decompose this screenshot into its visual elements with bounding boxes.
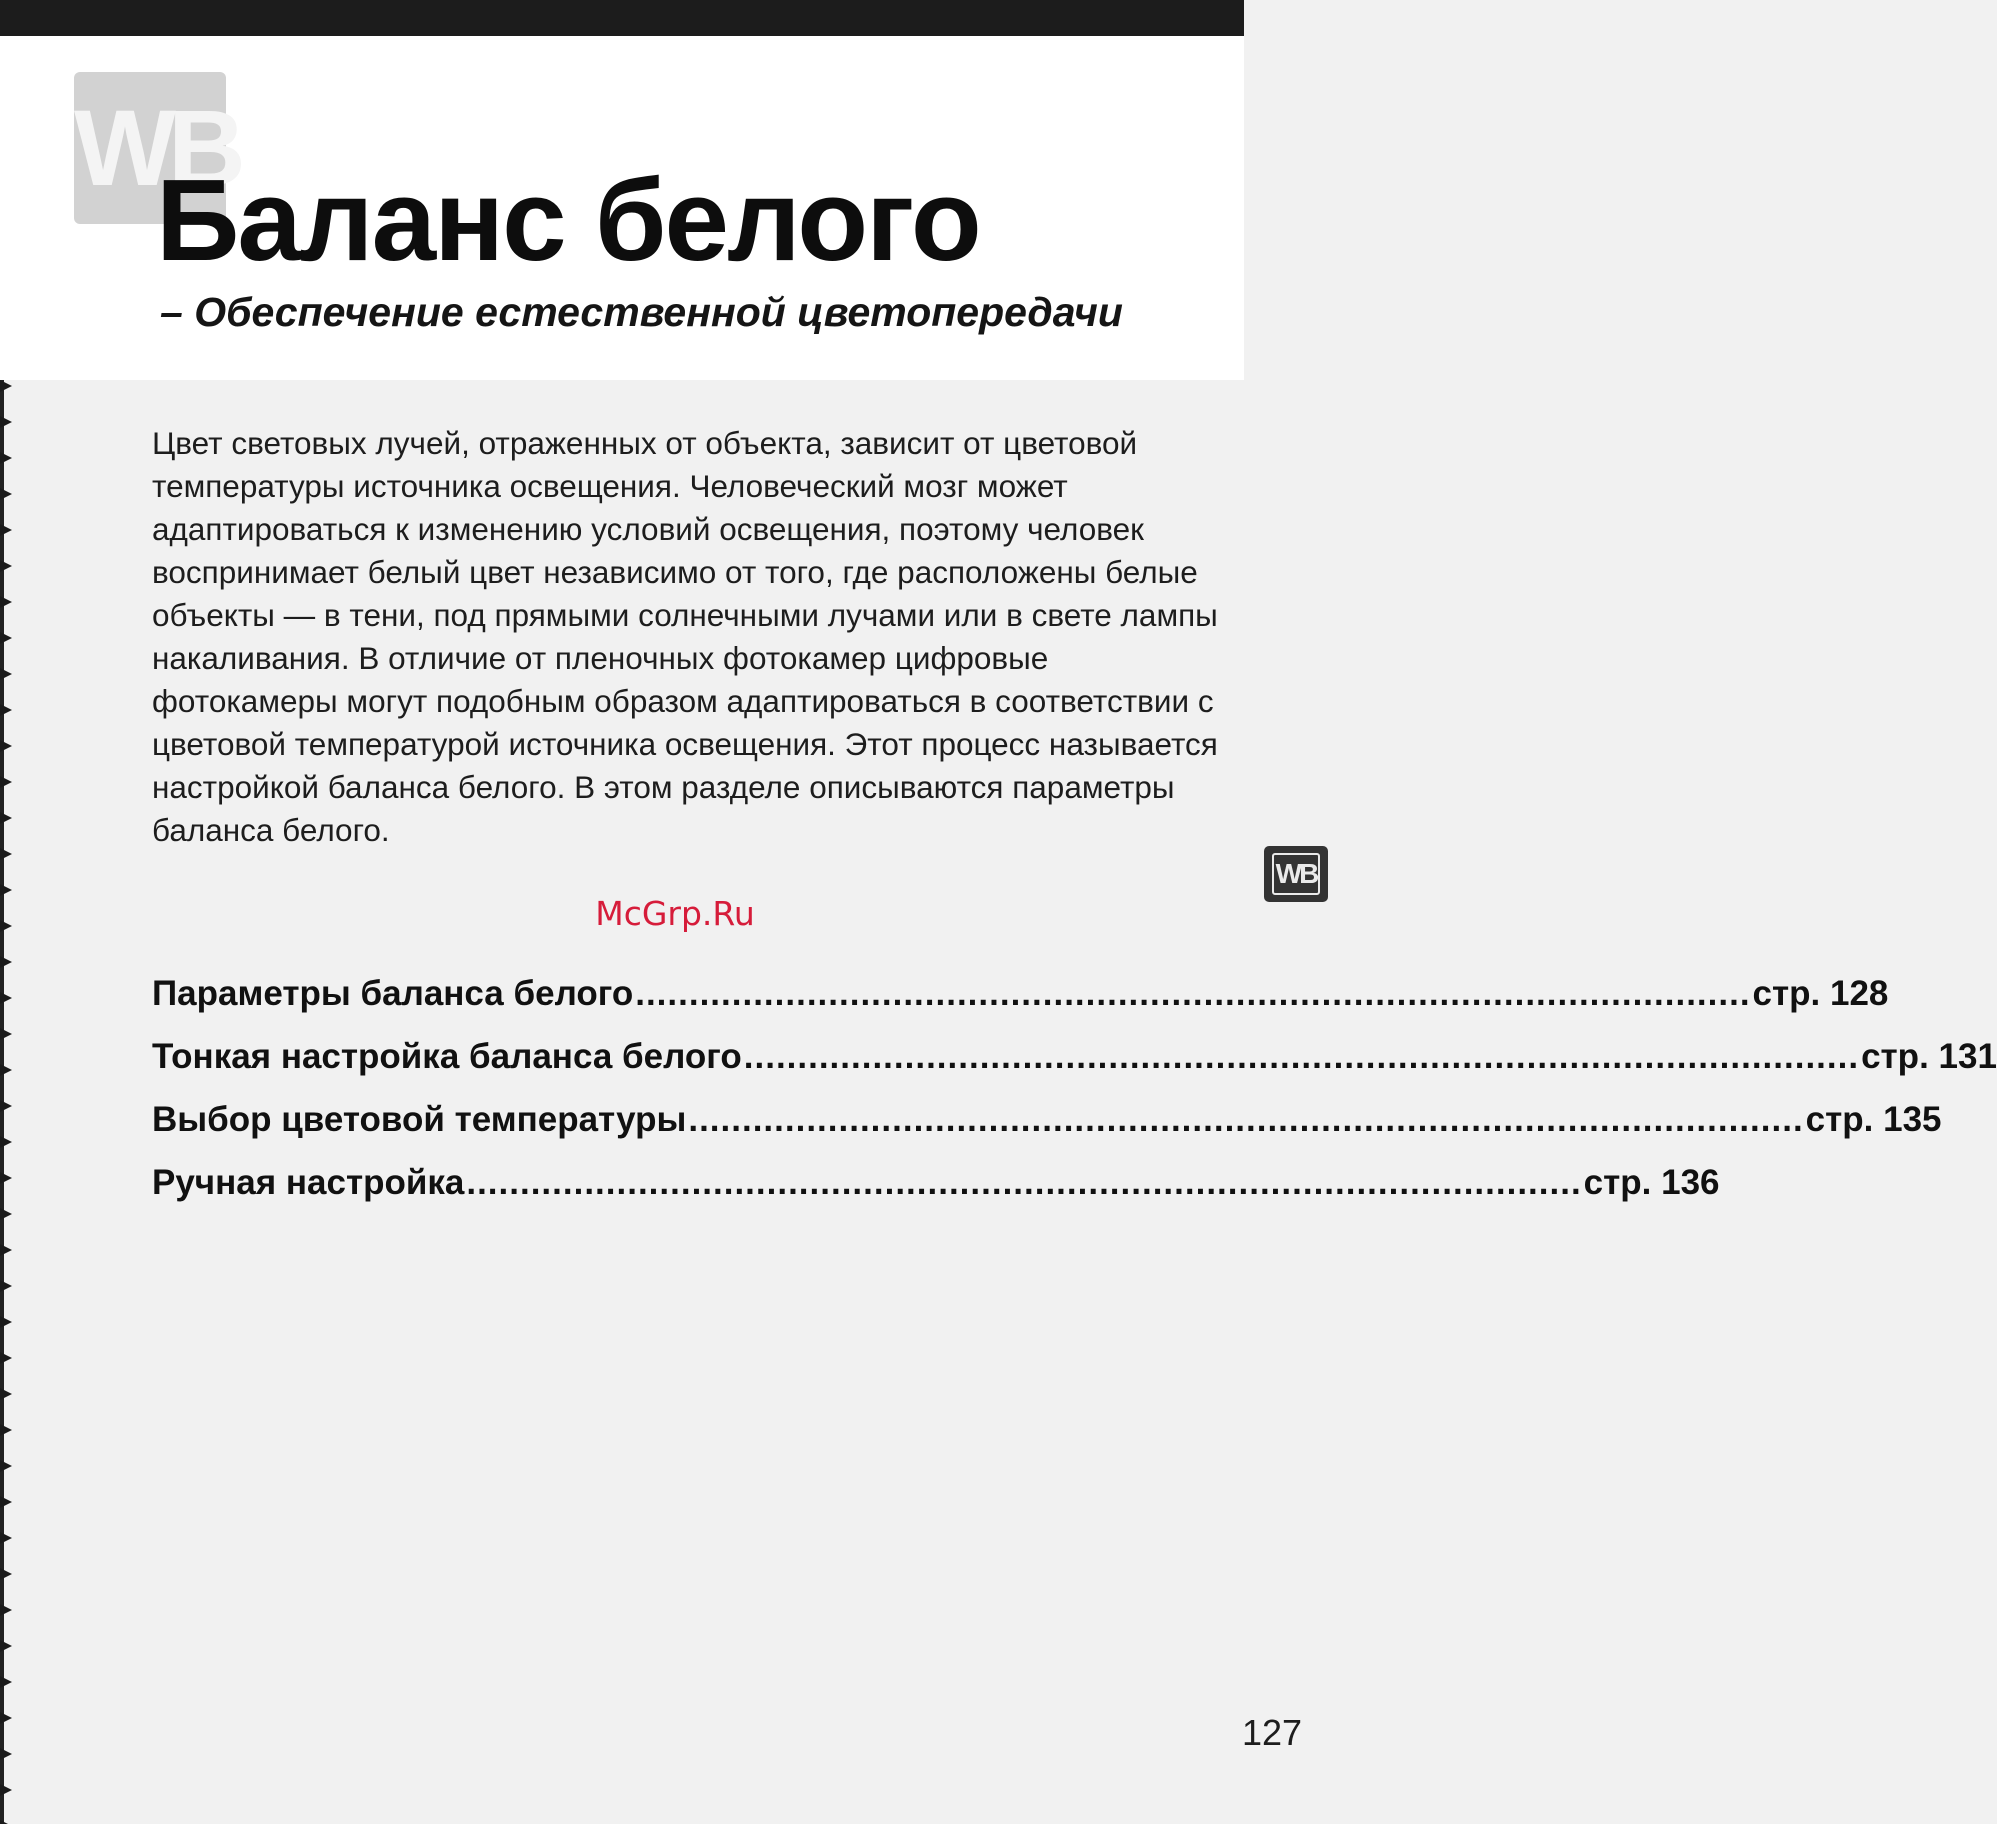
binding-tooth [0, 1028, 12, 1040]
binding-tooth [0, 1604, 12, 1616]
toc-dot-leader: ........................................................................................................ [688, 1100, 1804, 1139]
toc-item-label: Выбор цветовой температуры [152, 1100, 687, 1139]
page-title: Баланс белого [156, 155, 980, 285]
binding-tooth [0, 1424, 12, 1436]
binding-tooth [0, 488, 12, 500]
top-bar [0, 0, 1244, 36]
binding-tooth [0, 560, 12, 572]
toc-item-page: стр. 135 [1805, 1100, 1942, 1139]
toc-item[interactable] [152, 974, 1889, 1037]
binding-tooth [0, 1280, 12, 1292]
binding-tooth [0, 992, 12, 1004]
toc-item-page: стр. 128 [1752, 974, 1889, 1013]
binding-tooth [0, 452, 12, 464]
toc-item-page: стр. 136 [1583, 1163, 1720, 1202]
binding-tooth [0, 1064, 12, 1076]
side-tab-label: WB [1272, 853, 1320, 895]
page-number: 127 [1242, 1712, 1303, 1753]
toc-dot-leader: ........................................................................................................ [635, 974, 1751, 1013]
binding-tooth [0, 1244, 12, 1256]
toc-item-label: Параметры баланса белого [152, 974, 634, 1013]
toc-item[interactable] [152, 1037, 1997, 1100]
binding-tooth [0, 596, 12, 608]
binding-tooth [0, 1568, 12, 1580]
toc-dot-leader: ........................................................................................................ [743, 1037, 1860, 1076]
binding-tooth [0, 1532, 12, 1544]
binding-tooth [0, 848, 12, 860]
binding-tooth [0, 524, 12, 536]
binding-tooth [0, 416, 12, 428]
binding-tooth [0, 380, 12, 392]
binding-tooth [0, 632, 12, 644]
wb-icon: WB [74, 72, 226, 224]
toc-dot-leader: ........................................................................................................ [466, 1163, 1582, 1202]
binding-tooth [0, 1388, 12, 1400]
page-subtitle: – Обеспечение естественной цветопередачи [160, 289, 1123, 335]
binding-tooth [0, 1208, 12, 1220]
toc-item-label: Ручная настройка [152, 1163, 465, 1202]
binding-tooth [0, 1676, 12, 1688]
binding-tooth [0, 1712, 12, 1724]
binding-tooth [0, 1640, 12, 1652]
binding-tooth [0, 812, 12, 824]
binding-tooth [0, 740, 12, 752]
binding-tooth [0, 1496, 12, 1508]
binding-tooth [0, 1352, 12, 1364]
binding-tooth [0, 1784, 12, 1796]
binding-tooth [0, 1316, 12, 1328]
binding-tooth [0, 956, 12, 968]
site-watermark[interactable]: McGrp.Ru [595, 894, 755, 933]
intro-paragraph: Цвет световых лучей, отраженных от объекта, зависит от цветовой температуры источника освещения. Человеческий мозг может адаптироваться к изменению условий освещения, поэтому человек воспринимает белый цвет независимо от того, где расположены белые объекты — в тени, под прямыми солнечными лучами или в свете лампы накаливания. В отличие от пленочных фотокамер цифровые фотокамеры могут подобным образом адаптироваться в соответствии с цветовой температурой источника освещения. Этот процесс называется настройкой баланса белого. В этом разделе описываются параметры баланса белого. [152, 425, 1218, 848]
binding-tooth [0, 1748, 12, 1760]
binding-tooth [0, 1172, 12, 1184]
table-of-contents [152, 974, 1997, 1226]
binding-tooth [0, 1460, 12, 1472]
binding-tooth [0, 668, 12, 680]
binding-tooth [0, 776, 12, 788]
toc-item-page: стр. 131 [1861, 1037, 1997, 1076]
binding-tooth [0, 704, 12, 716]
binding-tooth [0, 1136, 12, 1148]
toc-item-label: Тонкая настройка баланса белого [152, 1037, 742, 1076]
toc-item[interactable] [152, 1163, 1720, 1226]
binding-tooth [0, 1100, 12, 1112]
wb-icon[interactable] [1264, 846, 1328, 902]
toc-item[interactable] [152, 1100, 1942, 1163]
